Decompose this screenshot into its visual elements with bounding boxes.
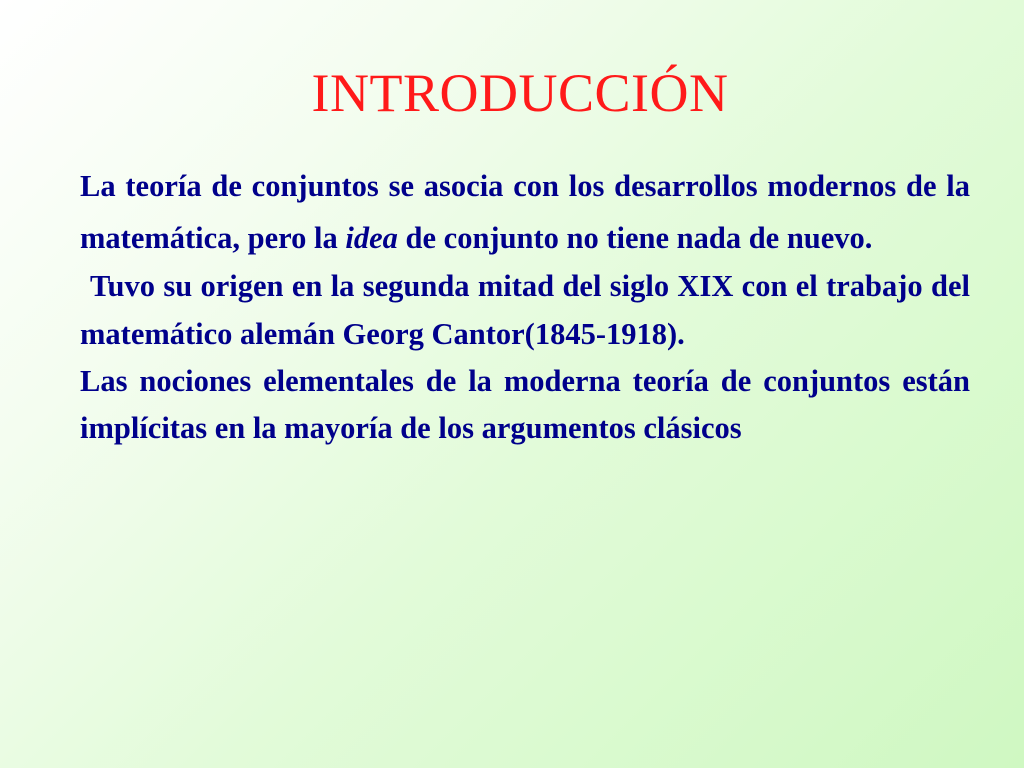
paragraph-3: Las nociones elementales de la moderna teoría de conjuntos están implícitas en la mayoría de los argumentos clásicos: [80, 364, 970, 445]
paragraph-1-emphasis: idea: [345, 221, 398, 255]
paragraph-1-text-end: de conjunto no tiene nada de nuevo.: [397, 221, 873, 255]
paragraph-1: [80, 160, 970, 264]
slide-title: INTRODUCCIÓN: [311, 63, 729, 123]
paragraph-2: Tuvo su origen en la segunda mitad del siglo XIX con el trabajo del matemático alemán Georg Cantor(1845-1918).: [80, 269, 970, 351]
paragraph-1-text-start: La teoría de conjuntos se asocia con los desarrollos modernos de la matemática, pero la: [80, 169, 970, 255]
slide-body: [80, 160, 970, 452]
